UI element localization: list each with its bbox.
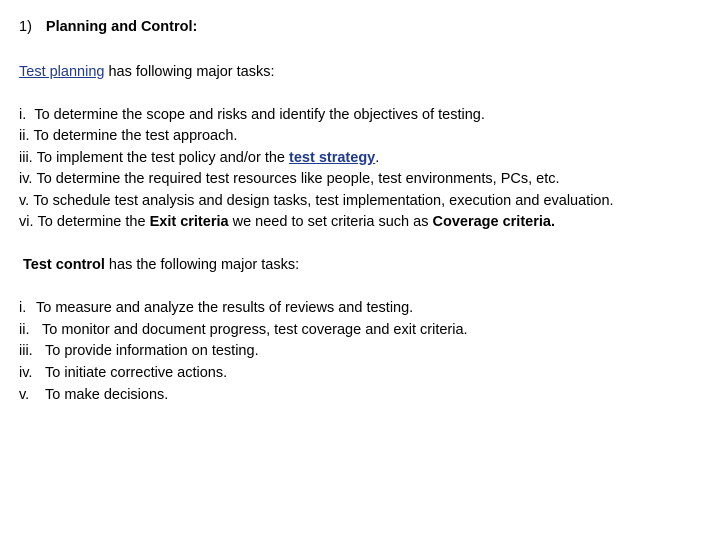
item-marker: v. bbox=[19, 193, 30, 209]
item-text: To measure and analyze the results of reviews and testing. bbox=[36, 300, 414, 316]
control-item bbox=[19, 321, 468, 339]
control-item bbox=[19, 299, 413, 317]
planning-item bbox=[19, 192, 614, 210]
item-marker: i. bbox=[19, 107, 27, 123]
item-marker: ii. bbox=[19, 128, 30, 144]
item-marker: iv. bbox=[19, 365, 33, 381]
test-planning-link[interactable]: Test planning bbox=[19, 64, 105, 80]
item-text: To schedule test analysis and design tasks, test implementation, execution and evaluation. bbox=[33, 193, 614, 209]
item-text: To implement the test policy and/or the bbox=[36, 150, 290, 166]
control-intro-text: has the following major tasks: bbox=[104, 257, 300, 273]
coverage-criteria-term: Coverage criteria. bbox=[432, 214, 555, 230]
planning-intro-text: has following major tasks: bbox=[104, 64, 275, 80]
planning-item bbox=[19, 127, 237, 145]
item-text: To determine the test approach. bbox=[33, 128, 238, 144]
test-control-label: Test control bbox=[23, 257, 105, 273]
item-marker: vi. bbox=[19, 214, 34, 230]
item-marker: iii. bbox=[19, 343, 33, 359]
item-marker: iii. bbox=[19, 150, 33, 166]
item-marker: i. bbox=[19, 300, 27, 316]
heading-title: Planning and Control: bbox=[45, 19, 198, 35]
item-text: To determine the required test resources like people, test environments, PCs, etc. bbox=[36, 171, 560, 187]
control-item bbox=[19, 342, 259, 360]
heading-number: 1) bbox=[19, 19, 32, 35]
item-text: To initiate corrective actions. bbox=[45, 365, 228, 381]
item-marker: ii. bbox=[19, 322, 30, 338]
item-text: To determine the scope and risks and identify the objectives of testing. bbox=[34, 107, 485, 123]
item-text: To provide information on testing. bbox=[45, 343, 259, 359]
item-marker: iv. bbox=[19, 171, 33, 187]
item-text: To determine the bbox=[37, 214, 150, 230]
control-intro bbox=[23, 256, 299, 274]
planning-item bbox=[19, 170, 560, 188]
planning-intro bbox=[19, 63, 275, 81]
item-text-end: . bbox=[375, 150, 380, 166]
control-item bbox=[19, 364, 227, 382]
exit-criteria-term: Exit criteria bbox=[149, 214, 229, 230]
section-heading bbox=[19, 18, 197, 36]
planning-item bbox=[19, 213, 555, 231]
planning-item bbox=[19, 149, 379, 167]
control-item bbox=[19, 386, 168, 404]
item-marker: v. bbox=[19, 387, 30, 403]
item-text-mid: we need to set criteria such as bbox=[228, 214, 433, 230]
test-strategy-link[interactable]: test strategy bbox=[289, 150, 376, 166]
item-text: To make decisions. bbox=[45, 387, 169, 403]
item-text: To monitor and document progress, test coverage and exit criteria. bbox=[42, 322, 468, 338]
planning-item bbox=[19, 106, 485, 124]
